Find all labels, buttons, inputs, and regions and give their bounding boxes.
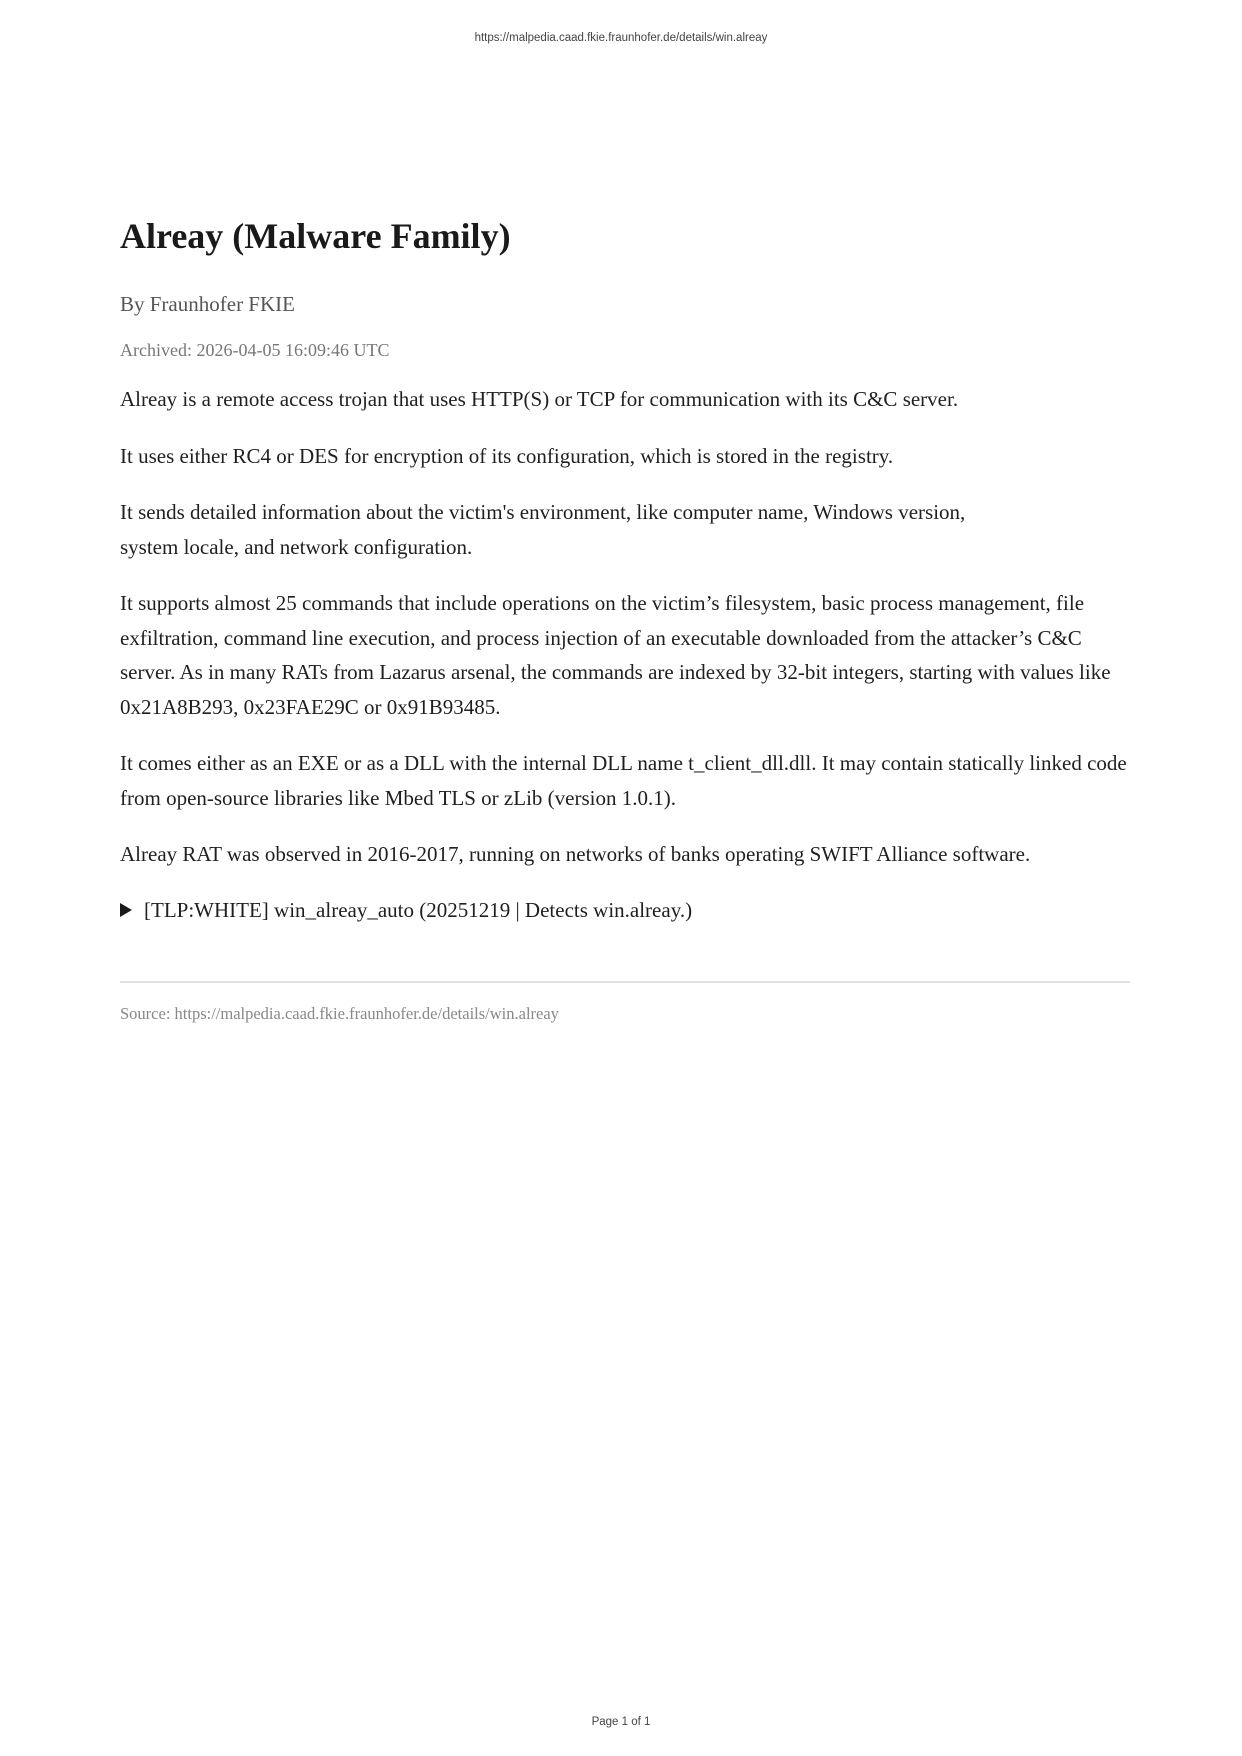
paragraph-6: Alreay RAT was observed in 2016-2017, running on networks of banks operating SWIFT Alliance software.: [120, 842, 1031, 866]
article: [120, 212, 1130, 1025]
yara-rule-label: [TLP:WHITE] win_alreay_auto (20251219 | Detects win.alreay.): [144, 897, 693, 922]
page-title: Alreay (Malware Family): [120, 216, 511, 256]
divider: [120, 981, 1130, 983]
paragraph-2: It uses either RC4 or DES for encryption of its configuration, which is stored in the registry.: [120, 443, 894, 468]
yara-rule-disclosure[interactable]: [120, 893, 1130, 927]
archived-timestamp: Archived: 2026-04-05 16:09:46 UTC: [120, 340, 390, 360]
page-header-url: https://malpedia.caad.fkie.fraunhofer.de/details/win.alreay: [474, 32, 768, 44]
disclosure-triangle-icon: [120, 903, 132, 917]
page-number: Page 1 of 1: [591, 1716, 651, 1728]
paragraph-3: It sends detailed information about the victim's environment, like computer name, Windows version, system locale, and network configuration.: [120, 500, 966, 559]
paragraph-5: It comes either as an EXE or as a DLL with the internal DLL name t_client_dll.dll. It may contain statically linked code from open-source libraries like Mbed TLS or zLib (version 1.0.1).: [120, 751, 1127, 810]
paragraph-1: Alreay is a remote access trojan that uses HTTP(S) or TCP for communication with its C&C server.: [120, 387, 959, 411]
paragraph-4: It supports almost 25 commands that include operations on the victim’s filesystem, basic process management, file exfiltration, command line execution, and process injection of an executable downloaded from the attacker’s C&C server. As in many RATs from Lazarus arsenal, the commands are indexed by 32-bit integers, starting with values like 0x21A8B293, 0x23FAE29C or 0x91B93485.: [120, 591, 1111, 719]
source-link: Source: https://malpedia.caad.fkie.fraunhofer.de/details/win.alreay: [120, 1003, 559, 1023]
byline: By Fraunhofer FKIE: [120, 292, 295, 316]
